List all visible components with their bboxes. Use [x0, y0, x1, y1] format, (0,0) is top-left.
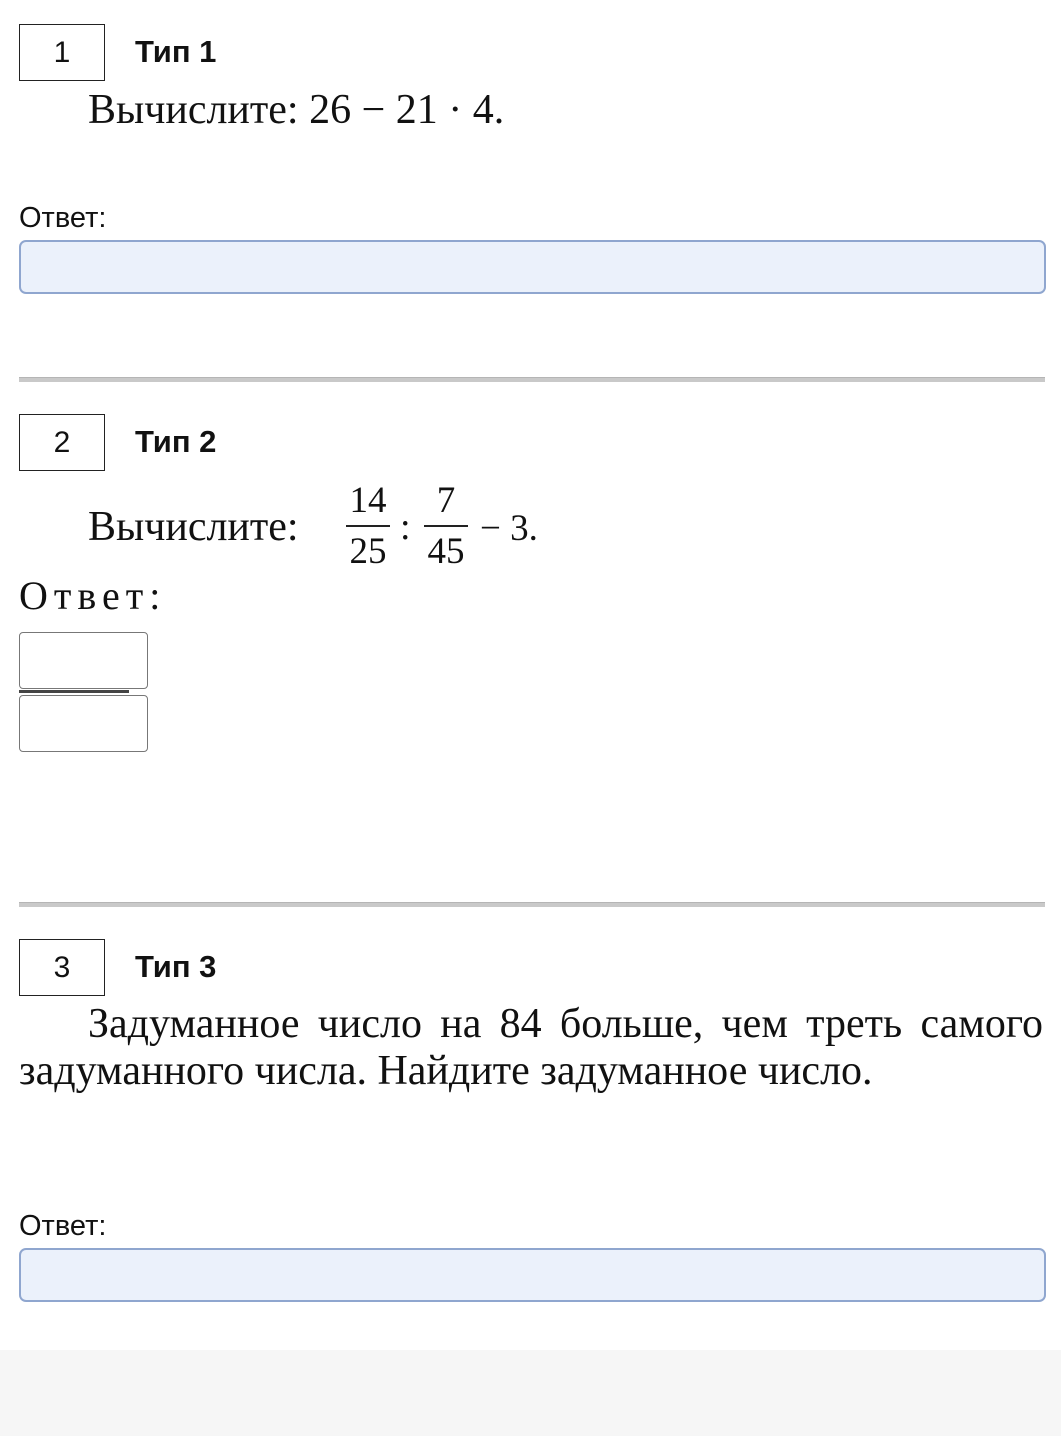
- task-divider: [19, 377, 1045, 382]
- fraction-second: [424, 482, 468, 570]
- task-number: 3: [53, 950, 71, 984]
- task-problem-prefix: Вычислите:: [88, 504, 299, 550]
- fraction-numerator: 7: [436, 480, 456, 521]
- task-number: 2: [53, 425, 71, 459]
- task-problem-suffix: − 3.: [480, 508, 538, 549]
- answer-label: Ответ:: [19, 202, 107, 234]
- answer-label: Ответ:: [19, 1210, 107, 1242]
- task-divider: [19, 902, 1045, 907]
- task-number: 1: [53, 35, 71, 69]
- answer-numerator-input[interactable]: [19, 632, 148, 689]
- task-problem-text: Задуманное число на 84 больше, чем треть самого задуманного числа. Найдите задуманное число.: [19, 1001, 1043, 1094]
- task-type-label: Тип 2: [135, 424, 217, 459]
- task-number-box: [19, 939, 105, 996]
- task-number-box: [19, 414, 105, 471]
- task-type-label: Тип 1: [135, 34, 217, 69]
- page-footer-area: [0, 1350, 1061, 1436]
- answer-input[interactable]: [19, 1248, 1046, 1302]
- answer-fraction-bar: [19, 690, 129, 693]
- task-number-box: [19, 24, 105, 81]
- fraction-numerator: 14: [349, 480, 387, 521]
- division-operator: :: [400, 506, 411, 548]
- fraction-first: [346, 482, 390, 570]
- answer-input[interactable]: [19, 240, 1046, 294]
- task-type-label: Тип 3: [135, 949, 217, 984]
- fraction-denominator: 25: [349, 531, 387, 572]
- fraction-denominator: 45: [427, 531, 465, 572]
- task-problem-text: Вычислите: 26 − 21 · 4.: [88, 87, 505, 133]
- answer-denominator-input[interactable]: [19, 695, 148, 752]
- answer-label: Ответ:: [19, 573, 167, 618]
